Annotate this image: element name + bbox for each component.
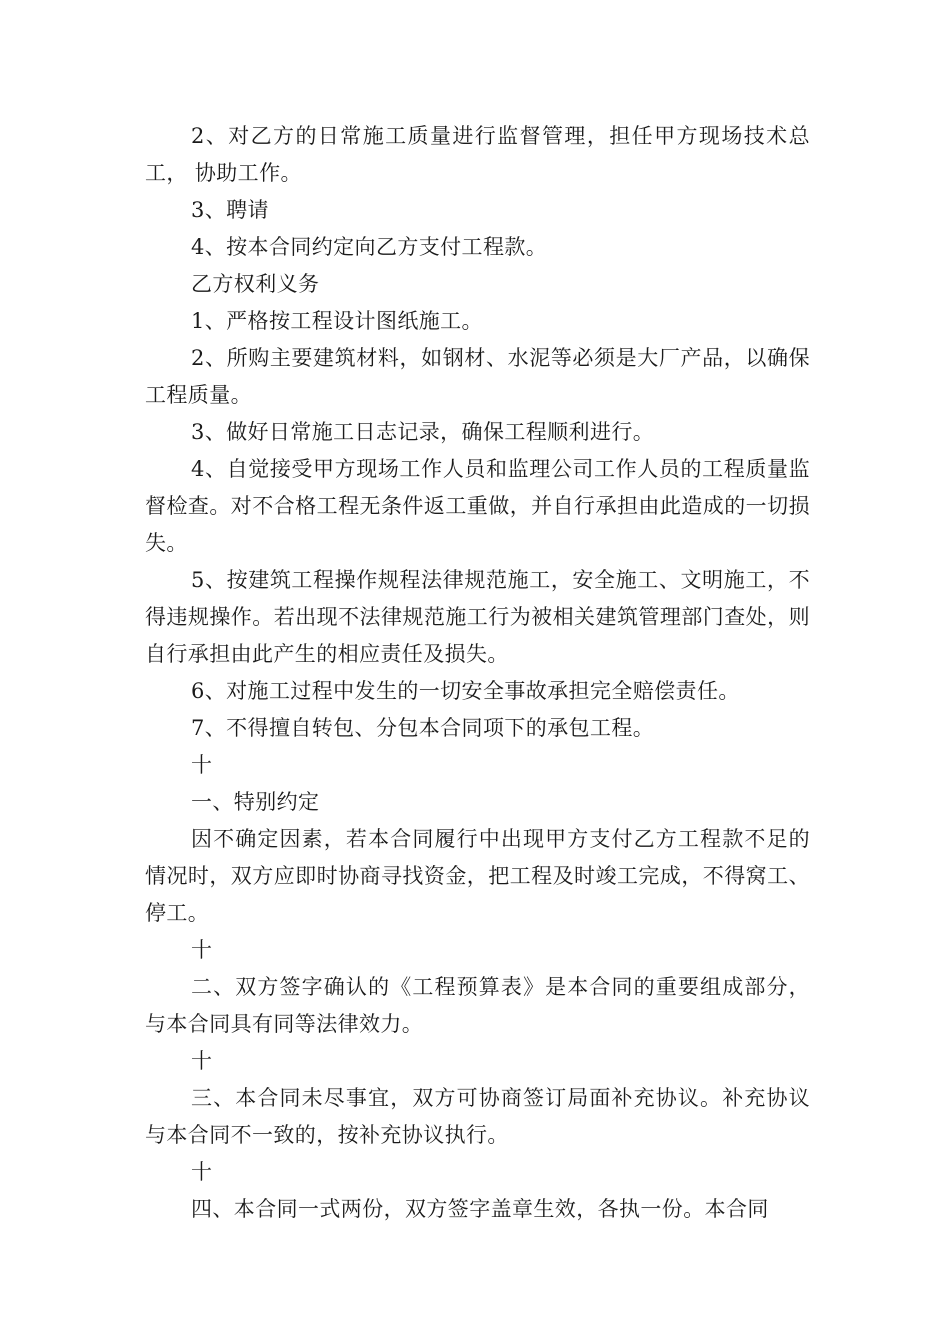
paragraph: 4、按本合同约定向乙方支付工程款。	[191, 235, 548, 259]
paragraph: 4、自觉接受甲方现场工作人员和监理公司工作人员的工程质量监督检查。对不合格工程无条件返工重做，并自行承担由此造成的一切损失。	[145, 457, 810, 555]
paragraph: 2、所购主要建筑材料，如钢材、水泥等必须是大厂产品，以确保工程质量。	[145, 346, 810, 407]
paragraph: 二、双方签字确认的《工程预算表》是本合同的重要组成部分，与本合同具有同等法律效力。	[145, 975, 810, 1036]
paragraph: 十	[191, 753, 213, 777]
section-heading: 乙方权利义务	[191, 272, 320, 296]
paragraph: 3、做好日常施工日志记录，确保工程顺利进行。	[191, 420, 655, 444]
paragraph: 四、本合同一式两份，双方签字盖章生效，各执一份。本合同	[191, 1197, 769, 1221]
paragraph: 1、严格按工程设计图纸施工。	[191, 309, 483, 333]
section-heading: 一、特别约定	[191, 790, 320, 814]
paragraph: 十	[191, 938, 213, 962]
paragraph: 因不确定因素，若本合同履行中出现甲方支付乙方工程款不足的情况时，双方应即时协商寻找资金，把工程及时竣工完成，不得窝工、停工。	[145, 827, 810, 925]
paragraph: 十	[191, 1160, 213, 1184]
paragraph: 5、按建筑工程操作规程法律规范施工，安全施工、文明施工，不得违规操作。若出现不法律规范施工行为被相关建筑管理部门查处，则自行承担由此产生的相应责任及损失。	[145, 568, 810, 666]
paragraph: 6、对施工过程中发生的一切安全事故承担完全赔偿责任。	[191, 679, 740, 703]
paragraph: 7、不得擅自转包、分包本合同项下的承包工程。	[191, 716, 655, 740]
document-body	[145, 118, 810, 1228]
paragraph: 三、本合同未尽事宜，双方可协商签订局面补充协议。补充协议与本合同不一致的，按补充协议执行。	[145, 1086, 810, 1147]
paragraph: 3、聘请	[191, 198, 269, 222]
paragraph: 2、对乙方的日常施工质量进行监督管理，担任甲方现场技术总工， 协助工作。	[145, 124, 810, 185]
paragraph: 十	[191, 1049, 213, 1073]
